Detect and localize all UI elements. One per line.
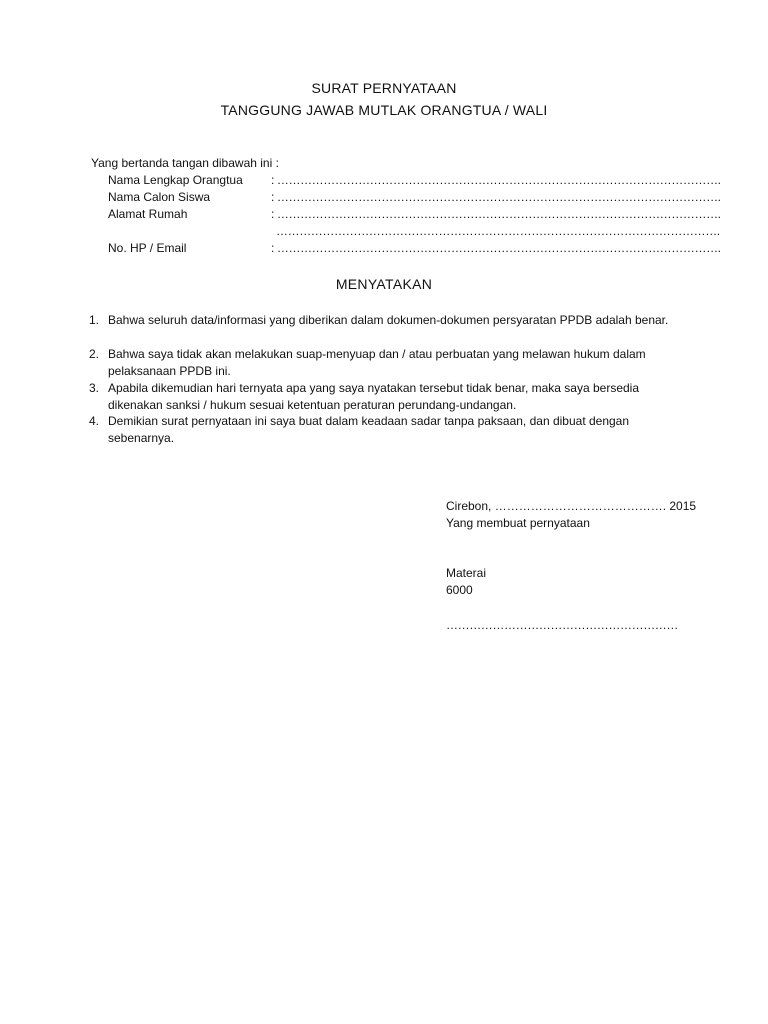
field-label-parent-name: Nama Lengkap Orangtua — [108, 173, 243, 187]
list-item-text: Apabila dikemudian hari ternyata apa yang saya nyatakan tersebut tidak benar, maka saya bersedia dikenakan sanksi / hukum sesuai ketentuan peraturan perundang-undangan. — [108, 381, 639, 412]
place-date-line: Cirebon, ……………………………………. 2015 — [446, 499, 697, 513]
declaration-heading: MENYATAKAN — [335, 276, 433, 292]
letter-subtitle: TANGGUNG JAWAB MUTLAK ORANGTUA / WALI — [220, 102, 548, 118]
maker-label: Yang membuat pernyataan — [446, 516, 590, 530]
list-item-number: 2. — [89, 347, 100, 361]
field-label-address: Alamat Rumah — [108, 207, 188, 221]
list-item-number: 1. — [89, 313, 100, 327]
field-value-phone-email: : ……………………………………………………………………………………………………. — [271, 241, 721, 255]
field-value-parent-name: : ……………………………………………………………………………………………………. — [271, 173, 721, 187]
list-item-number: 4. — [89, 414, 100, 428]
stamp-label: Materai — [446, 566, 487, 580]
signature-line: …………………………………………………… — [446, 618, 679, 632]
list-item-number: 3. — [89, 381, 100, 395]
list-item-text: Bahwa saya tidak akan melakukan suap-menyuap dan / atau perbuatan yang melawan hukum dalam pelaksanaan PPDB ini. — [108, 347, 646, 378]
field-value-address: : ……………………………………………………………………………………………………. — [271, 207, 721, 221]
field-label-student-name: Nama Calon Siswa — [108, 190, 211, 204]
field-value-address-line2: ……………………………………………………………………………………………………. — [276, 224, 720, 238]
field-label-phone-email: No. HP / Email — [108, 241, 187, 255]
list-item-text: Bahwa seluruh data/informasi yang diberikan dalam dokumen-dokumen persyaratan PPDB adalah benar. — [108, 313, 669, 327]
letter-title: SURAT PERNYATAAN — [311, 80, 457, 96]
stamp-value: 6000 — [446, 583, 473, 597]
list-item-text: Demikian surat pernyataan ini saya buat dalam keadaan sadar tanpa paksaan, dan dibuat dengan sebenarnya. — [108, 414, 630, 445]
intro-text: Yang bertanda tangan dibawah ini : — [91, 156, 279, 170]
field-value-student-name: : ……………………………………………………………………………………………………. — [271, 190, 721, 204]
